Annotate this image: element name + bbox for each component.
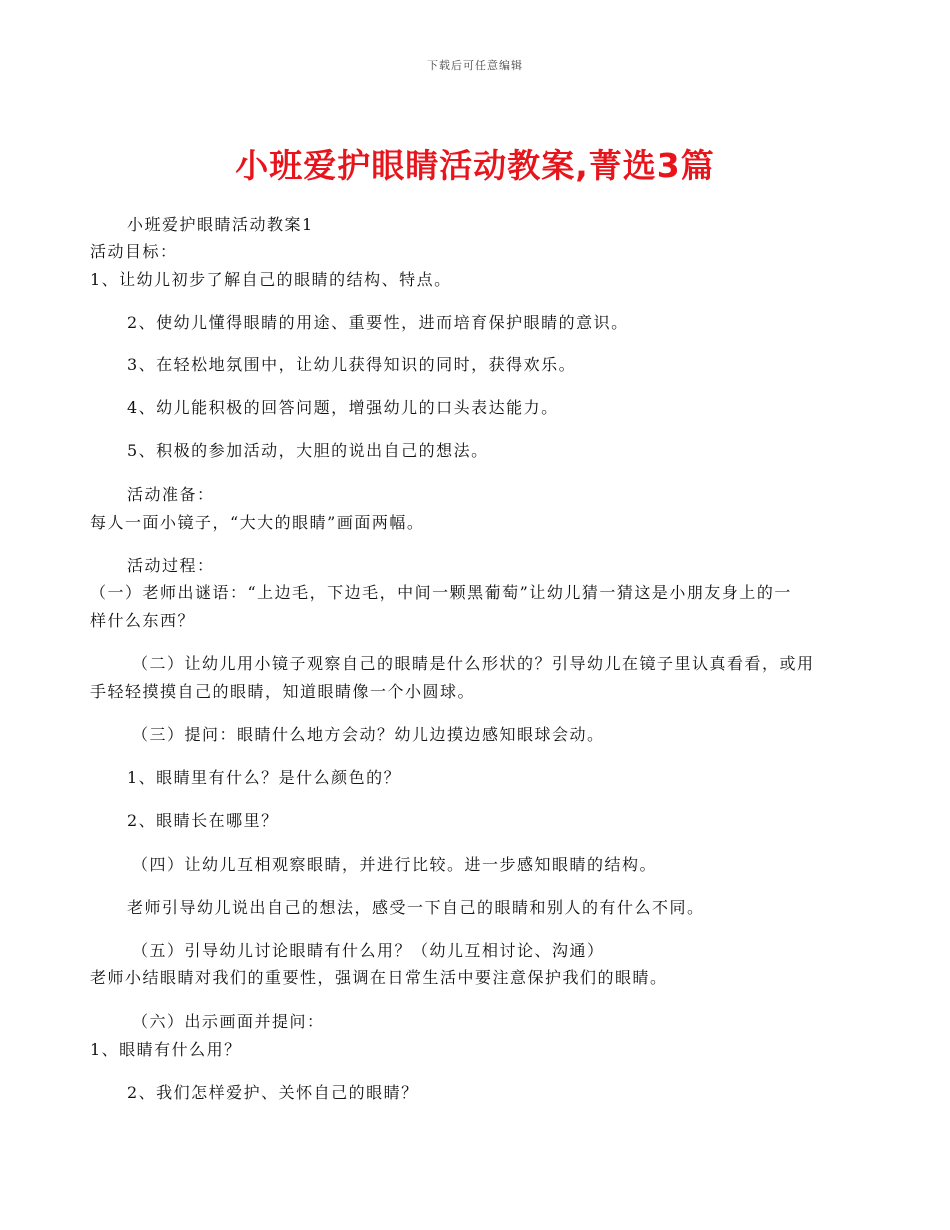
paragraph-line: 1、眼睛里有什么？是什么颜色的？ — [127, 768, 402, 787]
page-header: 下载后可任意编辑 — [427, 59, 523, 72]
paragraph-line: 3、在轻松地氛围中，让幼儿获得知识的同时，获得欢乐。 — [127, 355, 577, 374]
paragraph-line: 手轻轻摸摸自己的眼睛，知道眼睛像一个小圆球。 — [90, 682, 476, 701]
paragraph-line: 老师小结眼睛对我们的重要性，强调在日常生活中要注意保护我们的眼睛。 — [90, 968, 668, 987]
paragraph-line: 活动准备： — [127, 485, 215, 504]
paragraph-line: （六）出示画面并提问： — [132, 1012, 325, 1031]
paragraph-line: 5、积极的参加活动，大胆的说出自己的想法。 — [127, 441, 489, 460]
document-title: 小班爱护眼睛活动教案,菁选3篇 — [235, 146, 715, 185]
section-heading: 小班爱护眼睛活动教案1 — [127, 215, 314, 234]
paragraph-line: （四）让幼儿互相观察眼睛，并进行比较。进一步感知眼睛的结构。 — [132, 855, 658, 874]
paragraph-line: 2、使幼儿懂得眼睛的用途、重要性，进而培育保护眼睛的意识。 — [127, 313, 629, 332]
paragraph-line: 2、我们怎样爱护、关怀自己的眼睛？ — [127, 1083, 419, 1102]
paragraph-line: 样什么东西？ — [90, 611, 196, 630]
paragraph-line: （一）老师出谜语：“上边毛，下边毛，中间一颗黑葡萄”让幼儿猜一猜这是小朋友身上的一 — [90, 583, 792, 602]
paragraph-line: （三）提问：眼睛什么地方会动？幼儿边摸边感知眼球会动。 — [132, 725, 605, 744]
paragraph-line: 老师引导幼儿说出自己的想法，感受一下自己的眼睛和别人的有什么不同。 — [127, 898, 705, 917]
paragraph-line: 4、幼儿能积极的回答问题，增强幼儿的口头表达能力。 — [127, 398, 559, 417]
paragraph-line: 活动过程： — [127, 556, 215, 575]
paragraph-line: 活动目标： — [90, 242, 178, 261]
paragraph-line: 1、眼睛有什么用？ — [90, 1040, 242, 1059]
paragraph-line: 1、让幼儿初步了解自己的眼睛的结构、特点。 — [90, 270, 452, 289]
paragraph-line: 2、眼睛长在哪里？ — [127, 811, 279, 830]
paragraph-line: 每人一面小镜子，“大大的眼睛”画面两幅。 — [90, 513, 425, 532]
paragraph-line: （五）引导幼儿讨论眼睛有什么用？（幼儿互相讨论、沟通） — [132, 941, 605, 960]
paragraph-line: （二）让幼儿用小镜子观察自己的眼睛是什么形状的？引导幼儿在镜子里认真看看，或用 — [132, 654, 815, 673]
